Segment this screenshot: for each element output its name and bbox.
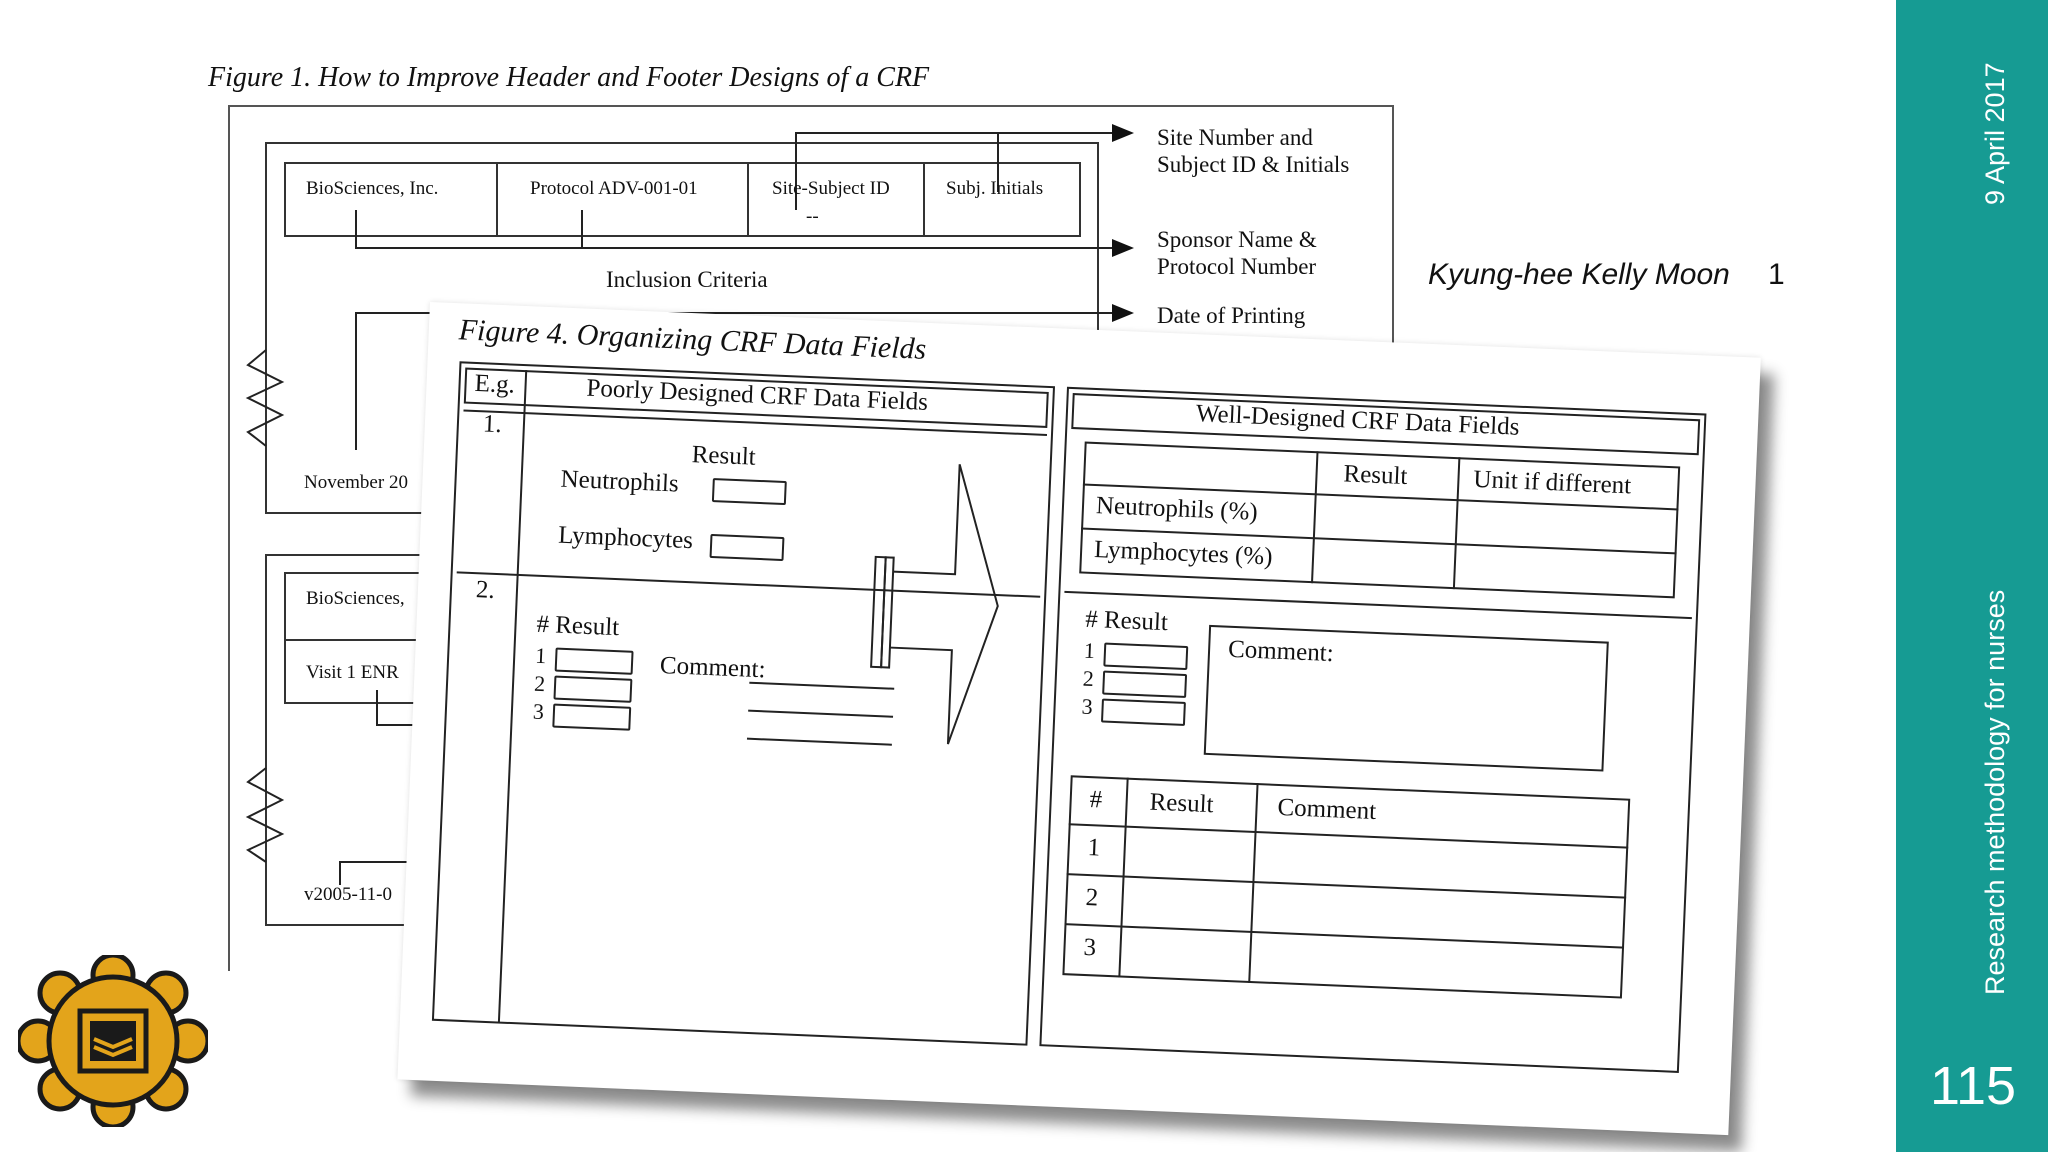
sidebar (1896, 0, 2048, 1152)
well-row-neutrophils: Neutrophils (%) (1095, 492, 1259, 526)
visit-label: Visit 1 ENR (306, 662, 399, 683)
header-cell-site-subject: Site-Subject ID (772, 178, 890, 199)
label-date-printing: Date of Printing (1157, 303, 1306, 328)
poor-hash-result: # Result (536, 610, 620, 642)
well-hash-result: # Result (1084, 605, 1169, 637)
poor-result-input-3 (552, 704, 631, 731)
well-table2-col-hash: # (1089, 786, 1103, 814)
well-table2-col-result: Result (1149, 788, 1215, 819)
inclusion-criteria: Inclusion Criteria (606, 267, 768, 292)
figure1-title: Figure 1. How to Improve Header and Footer Designs of a CRF (208, 62, 930, 93)
well-col-result: Result (1343, 460, 1409, 491)
header-cell-protocol: Protocol ADV-001-01 (530, 178, 698, 199)
well-num-3: 3 (1081, 693, 1094, 720)
figure4-title: Figure 4. Organizing CRF Data Fields (458, 313, 927, 366)
sidebar-date: 9 April 2017 (1980, 62, 2010, 205)
well-table2-row-2: 2 (1085, 883, 1099, 912)
poor-num-1: 1 (534, 642, 547, 669)
poor-comment-label: Comment: (659, 651, 767, 684)
sidebar-course-title: Research methodology for nurses (1980, 589, 2010, 995)
well-comment-label: Comment: (1227, 635, 1335, 668)
page-number: 115 (1930, 1056, 2017, 1116)
well-result-input-2 (1102, 671, 1187, 698)
well-result-input-3 (1101, 698, 1186, 725)
poor-num-2: 2 (533, 670, 546, 697)
figure4-card (397, 302, 1760, 1135)
footer-date: November 20 (304, 472, 408, 493)
well-table2-row-1: 1 (1087, 834, 1101, 862)
well-table2-col-comment: Comment (1277, 793, 1377, 826)
row1-label: 1. (482, 410, 503, 439)
well-row-lymphocytes: Lymphocytes (%) (1093, 536, 1274, 571)
second-header-company: BioSciences, (306, 588, 405, 609)
poor-result-input-2 (553, 676, 632, 703)
poor-header: Poorly Designed CRF Data Fields (585, 374, 929, 416)
header-dash: -- (806, 206, 819, 227)
author-name: Kyung-hee Kelly Moon (1428, 258, 1730, 291)
author-number: 1 (1768, 258, 1785, 291)
well-table2-row-3: 3 (1082, 933, 1097, 962)
header-cell-company: BioSciences, Inc. (306, 178, 439, 199)
label-sponsor-line1: Sponsor Name & (1157, 227, 1317, 252)
university-logo-icon (18, 955, 208, 1127)
well-header: Well-Designed CRF Data Fields (1195, 400, 1520, 441)
well-result-input-1 (1103, 643, 1188, 670)
header-cell-initials: Subj. Initials (946, 178, 1044, 199)
label-site-line2: Subject ID & Initials (1157, 152, 1350, 177)
lymphocytes-input (710, 534, 785, 561)
neutrophils-label: Neutrophils (560, 465, 680, 498)
poor-result-input-1 (555, 648, 634, 675)
well-num-1: 1 (1083, 637, 1096, 664)
well-col-unit: Unit if different (1472, 465, 1632, 500)
version-label: v2005-11-0 (304, 884, 392, 905)
result-label: Result (691, 441, 757, 471)
poor-num-3: 3 (532, 698, 545, 725)
well-num-2: 2 (1082, 665, 1095, 692)
lymphocytes-label: Lymphocytes (557, 521, 694, 555)
row2-label: 2. (475, 576, 496, 604)
label-sponsor-line2: Protocol Number (1157, 254, 1317, 279)
eg-label: E.g. (474, 369, 516, 399)
neutrophils-input (712, 478, 787, 505)
label-site-line1: Site Number and (1157, 125, 1313, 150)
